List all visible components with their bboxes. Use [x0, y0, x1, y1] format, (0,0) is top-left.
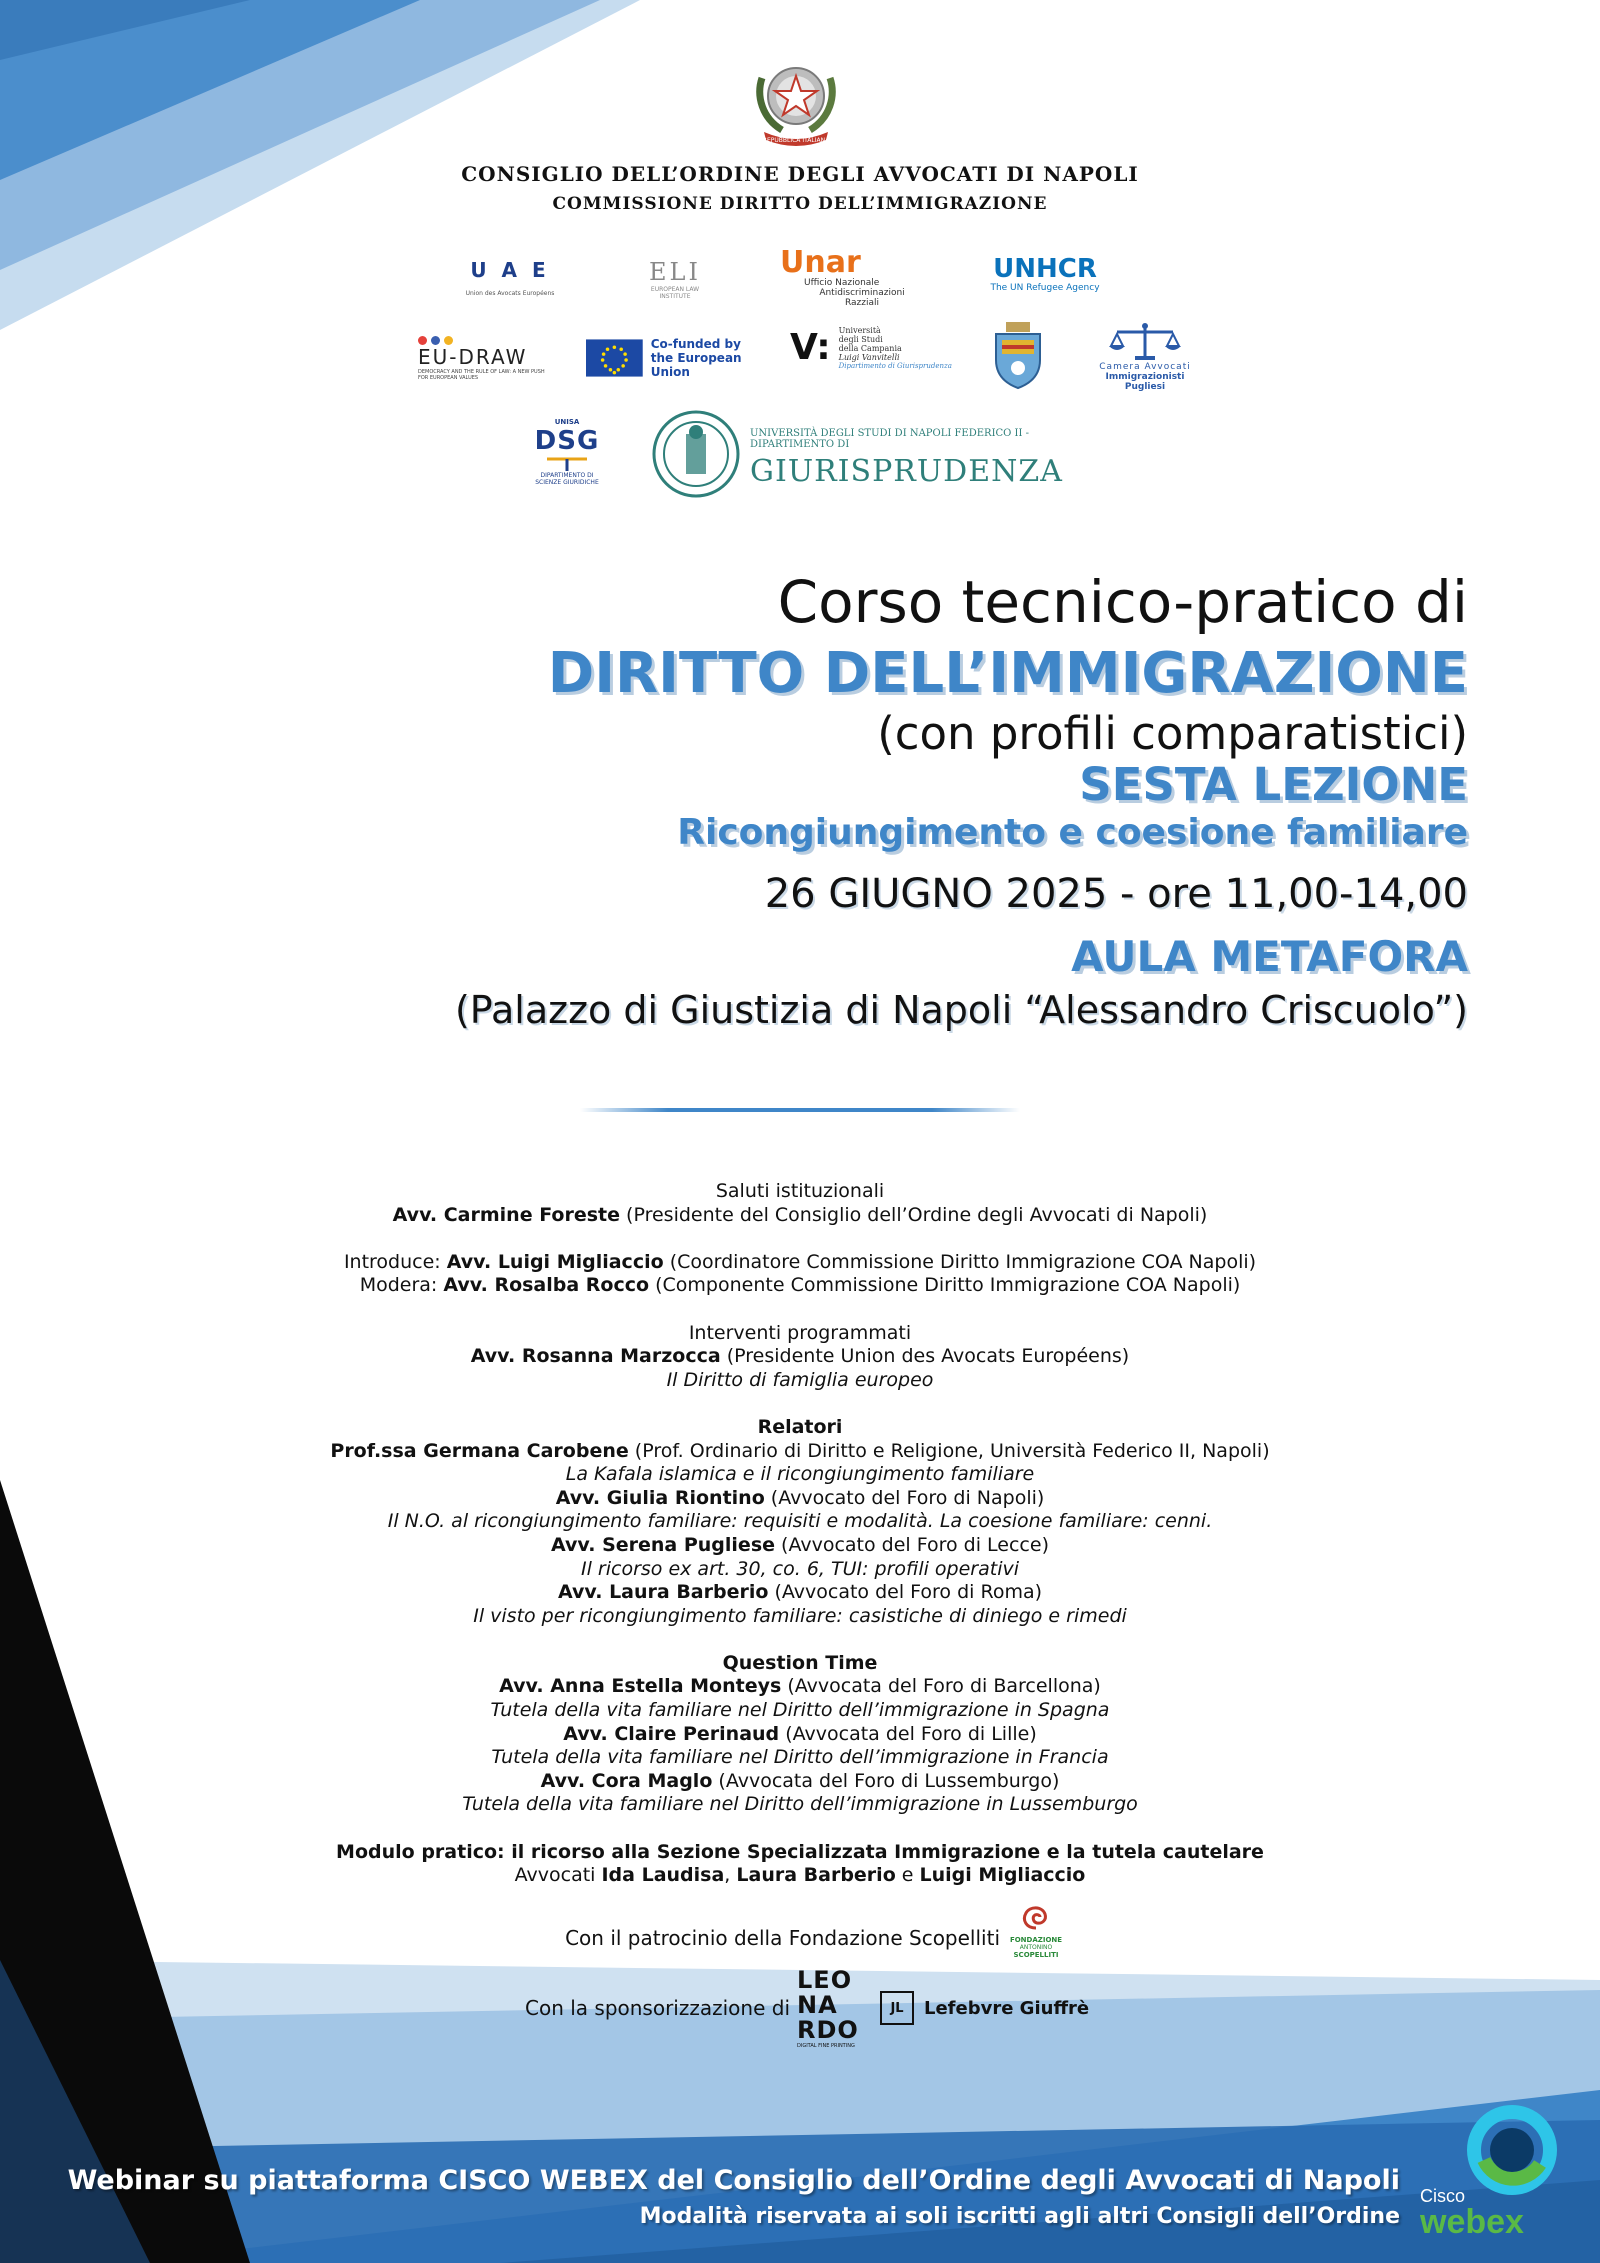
eu-line2: the European Union — [650, 351, 742, 379]
eli-mark: ELI — [649, 258, 701, 286]
relatore-name: Prof.ssa Germana Carobene — [330, 1439, 629, 1462]
org-commission: COMMISSIONE DIRITTO DELL’IMMIGRAZIONE — [552, 194, 1048, 214]
qt-role: (Avvocata del Foro di Barcellona) — [781, 1675, 1101, 1698]
relatore-name: Avv. Laura Barberio — [557, 1581, 769, 1604]
intro-prefix: Introduce: — [343, 1250, 447, 1273]
cisco-label: Cisco — [1420, 2186, 1466, 2206]
dsg-sub1: DIPARTIMENTO DI — [540, 472, 594, 479]
eu-flag-icon — [586, 339, 643, 377]
vanvitelli-mark: V: — [790, 327, 831, 368]
lesson-number: SESTA LEZIONE — [1079, 758, 1468, 811]
mod-role: (Componente Commissione Diritto Immigrazione COA Napoli) — [649, 1274, 1241, 1297]
unhcr-mark: UNHCR — [993, 254, 1097, 284]
relatore-topic: Il ricorso ex art. 30, co. 6, TUI: profili operativi — [581, 1557, 1019, 1580]
event-date-time: 26 GIUGNO 2025 - ore 11,00-14,00 — [764, 871, 1468, 917]
section-divider — [580, 1108, 1020, 1112]
logo-eli — [625, 244, 725, 314]
relatore-role: (Avvocato del Foro di Roma) — [768, 1581, 1043, 1604]
logo-dsg-unisa — [522, 410, 612, 494]
leonardo-l1: LEO — [797, 1966, 853, 1994]
dsg-mark: DSG — [534, 426, 600, 456]
relatore-topic: La Kafala islamica e il ricongiungimento familiare — [565, 1463, 1035, 1486]
modulo-pratico-speakers — [180, 1864, 1420, 1888]
vanvitelli-l5: Dipartimento di Giurisprudenza — [838, 362, 952, 370]
svg-text:REPUBBLICA ITALIANA: REPUBBLICA ITALIANA — [762, 137, 830, 144]
webex-brand — [1420, 2186, 1580, 2241]
scales-of-justice-icon — [1107, 322, 1183, 362]
qt-role: (Avvocata del Foro di Lille) — [779, 1722, 1037, 1745]
interventi-name: Avv. Rosanna Marzocca — [470, 1345, 721, 1368]
qt-topic: Tutela della vita familiare nel Diritto dell’immigrazione in Lussemburgo — [462, 1793, 1138, 1816]
unar-sub2: Antidiscriminazioni Razziali — [819, 288, 905, 308]
moderator-row — [180, 1274, 1420, 1298]
modulo-name: Laura Barberio — [736, 1864, 896, 1887]
course-subject: DIRITTO DELL’IMMIGRAZIONE — [547, 641, 1468, 706]
qt-topic: Tutela della vita familiare nel Diritto dell’immigrazione in Francia — [491, 1746, 1109, 1769]
relatore-role: (Avvocato del Foro di Lecce) — [775, 1533, 1049, 1556]
relatore-name: Avv. Giulia Riontino — [555, 1486, 765, 1509]
venue-room: AULA METAFORA — [1071, 932, 1468, 981]
qt-topic: Tutela della vita familiare nel Diritto dell’immigrazione in Spagna — [490, 1699, 1110, 1722]
saluti-name: Avv. Carmine Foreste — [392, 1203, 621, 1226]
relatore-role: (Avvocato del Foro di Napoli) — [764, 1486, 1045, 1509]
leonardo-l2: NA — [797, 1991, 838, 2019]
vanvitelli-l3: della Campania — [838, 344, 902, 353]
question-time-label — [180, 1652, 1420, 1676]
interventi-row — [180, 1345, 1420, 1369]
modulo-name: Luigi Migliaccio — [919, 1864, 1086, 1887]
program — [180, 1180, 1420, 1888]
mod-name: Avv. Rosalba Rocco — [443, 1274, 650, 1297]
modulo-prefix: Avvocati — [514, 1864, 602, 1887]
qt-row — [180, 1770, 1420, 1794]
saluti-row — [180, 1204, 1420, 1228]
lefebvre-mark-icon: JL — [880, 1991, 914, 2025]
venue-building: (Palazzo di Giustizia di Napoli “Alessandro Criscuolo”) — [454, 988, 1468, 1032]
course-title: Corso tecnico-pratico di — [777, 568, 1468, 636]
sponsor-text: Con la sponsorizzazione di — [525, 1996, 790, 2020]
relatore-row — [180, 1487, 1420, 1511]
qt-name: Avv. Cora Maglo — [540, 1769, 713, 1792]
uae-sub: Union des Avocats Européens — [465, 289, 555, 297]
footer-webinar-line: Webinar su piattaforma CISCO WEBEX del Consiglio dell’Ordine degli Avvocati di Napoli — [67, 2165, 1400, 2196]
relatore-role: (Prof. Ordinario di Diritto e Religione, Università Federico II, Napoli) — [628, 1439, 1270, 1462]
logo-federico-ii — [750, 428, 1110, 489]
modulo-pratico-label — [180, 1841, 1420, 1865]
relatore-topic: Il visto per ricongiungimento familiare: casistiche di diniego e rimedi — [473, 1604, 1127, 1627]
logo-vanvitelli — [790, 326, 965, 392]
question-time-label-text: Question Time — [722, 1651, 878, 1674]
relatore-row — [180, 1534, 1420, 1558]
modulo-pratico-label-text: Modulo pratico: il ricorso alla Sezione Specializzata Immigrazione e la tutela cautelare — [336, 1840, 1264, 1863]
lefebvre-name: Lefebvre Giuffrè — [924, 1997, 1090, 2019]
modulo-sep: , — [724, 1864, 737, 1887]
scopelliti-l1: FONDAZIONE — [1009, 1936, 1063, 1944]
mod-prefix: Modera: — [359, 1274, 444, 1297]
interventi-role: (Presidente Union des Avocats Européens) — [720, 1345, 1130, 1368]
federico-l1: UNIVERSITÀ DEGLI STUDI DI NAPOLI FEDERICO II - DIPARTIMENTO DI — [750, 428, 1030, 450]
logo-unhcr — [965, 252, 1125, 296]
city-crest-icon — [992, 320, 1044, 390]
camera-l1: Camera Avvocati — [1099, 362, 1191, 372]
logo-eu-cofunded — [586, 338, 782, 378]
logo-fondazione-scopelliti — [1000, 1902, 1072, 1964]
interventi-topic: Il Diritto di famiglia europeo — [666, 1368, 934, 1391]
unar-sub1: Ufficio Nazionale — [804, 278, 880, 288]
qt-name: Avv. Anna Estella Monteys — [499, 1675, 782, 1698]
modulo-sep: e — [895, 1864, 920, 1887]
intro-row — [180, 1251, 1420, 1275]
relatori-label — [180, 1416, 1420, 1440]
dsg-scale-icon — [542, 456, 592, 472]
uae-mark: U A E — [470, 257, 550, 282]
relatore-name: Avv. Serena Pugliese — [550, 1533, 776, 1556]
vanvitelli-l2: degli Studi — [838, 335, 883, 344]
relatore-row — [180, 1581, 1420, 1605]
qt-role: (Avvocata del Foro di Lussemburgo) — [712, 1769, 1060, 1792]
relatore-topic: Il N.O. al ricongiungimento familiare: requisiti e modalità. La coesione familiare: cenni. — [387, 1510, 1213, 1533]
logo-lefebvre-giuffre — [880, 1990, 1110, 2026]
leonardo-l3: RDO — [797, 2016, 859, 2044]
scopelliti-l3: SCOPELLITI — [1013, 1951, 1059, 1959]
patronage-text: Con il patrocinio della Fondazione Scopelliti — [565, 1926, 1000, 1950]
federico-l2: GIURISPRUDENZA — [750, 454, 1063, 489]
intro-role: (Coordinatore Commissione Diritto Immigrazione COA Napoli) — [663, 1250, 1257, 1273]
camera-l2: Immigrazionisti Pugliesi — [1105, 372, 1185, 392]
saluti-label: Saluti istituzionali — [715, 1180, 885, 1202]
scopelliti-spiral-icon — [1016, 1902, 1056, 1932]
interventi-label: Interventi programmati — [688, 1321, 912, 1344]
dsg-sub2: SCIENZE GIURIDICHE — [535, 479, 599, 486]
relatore-row — [180, 1440, 1420, 1464]
eu-draw-dots-icon — [418, 336, 453, 345]
eu-draw-sub: DEMOCRACY AND THE RULE OF LAW: A NEW PUSH FOR EUROPEAN VALUES — [418, 368, 545, 381]
dsg-top: UNISA — [554, 418, 580, 426]
scopelliti-l2: ANTONINO — [1019, 1944, 1053, 1951]
logo-eu-draw — [418, 328, 550, 388]
eli-sub: EUROPEAN LAW INSTITUTE — [650, 286, 700, 300]
course-subtitle: (con profili comparatistici) — [877, 707, 1468, 760]
intro-name: Avv. Luigi Migliaccio — [446, 1250, 664, 1273]
logo-camera-avvocati — [1085, 322, 1205, 392]
modulo-name: Ida Laudisa — [601, 1864, 725, 1887]
unar-mark: Unar — [780, 245, 861, 280]
vanvitelli-l4: Luigi Vanvitelli — [838, 353, 900, 362]
qt-name: Avv. Claire Perinaud — [563, 1722, 780, 1745]
logo-unar — [780, 245, 920, 308]
italian-republic-emblem-icon — [748, 48, 844, 148]
webex-label: webex — [1420, 2203, 1524, 2241]
footer-access-line: Modalità riservata ai soli iscritti agli altri Consigli dell’Ordine — [639, 2204, 1400, 2229]
eu-draw-mark: EU-DRAW — [418, 344, 528, 369]
saluti-role: (Presidente del Consiglio dell’Ordine degli Avvocati di Napoli) — [620, 1203, 1208, 1226]
lesson-topic: Ricongiungimento e coesione familiare — [677, 812, 1468, 853]
unhcr-sub: The UN Refugee Agency — [990, 283, 1100, 293]
leonardo-sub: DIGITAL FINE PRINTING — [797, 2043, 855, 2049]
vanvitelli-l1: Università — [838, 326, 881, 335]
logo-leonardo — [797, 1968, 867, 2049]
qt-row — [180, 1723, 1420, 1747]
eu-line1: Co-funded by — [650, 337, 741, 351]
qt-row — [180, 1675, 1420, 1699]
federico-ii-seal-icon — [652, 410, 740, 498]
logo-uae — [460, 242, 560, 312]
org-title: CONSIGLIO DELL’ORDINE DEGLI AVVOCATI DI NAPOLI — [461, 162, 1139, 186]
relatori-label-text: Relatori — [757, 1415, 843, 1438]
webex-logo-icon — [1462, 2100, 1562, 2200]
